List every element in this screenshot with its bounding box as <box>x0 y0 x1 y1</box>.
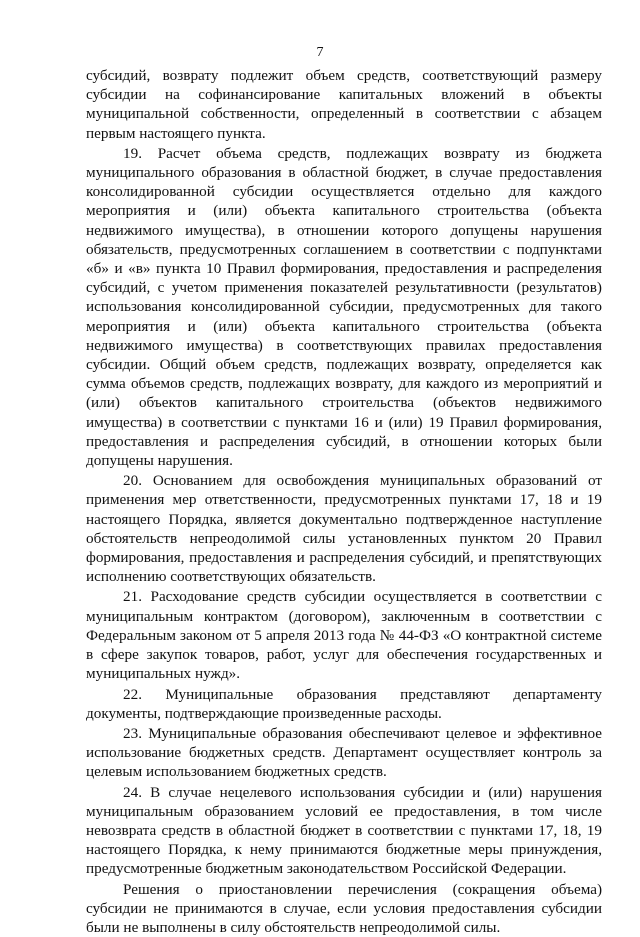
page-number: 7 <box>316 45 324 60</box>
paragraph-item-19: 19. Расчет объема средств, подлежащих возврату из бюджета муниципального образования в областной бюджет, в случае предоставления консолидированной субсидии осуществляется отдельно для каждого мероприятия и (или) объекта капитального строительства (объекта недвижимого имущества), в отношении которого допущены нарушения обязательств, предусмотренных соглашением в соответствии с подпунктами «б» и «в» пункта 10 Правил формирования, предоставления и распределения субсидий, с учетом применения показателей результативности (результатов) использования консолидированной субсидии, предусмотренных для такого мероприятия и (или) объекта капитального строительства (объекта недвижимого имущества) в соответствующих правилах предоставления субсидии. Общий объем средств, подлежащих возврату, определяется как сумма объемов средств, подлежащих возврату, для каждого из мероприятий и (или) объектов капитального строительства (объектов недвижимого имущества) в соответствии с пунктами 16 и (или) 19 Правил формирования, предоставления и распределения субсидий, в отношении которых были допущены нарушения. <box>86 144 602 470</box>
paragraph-item-21: 21. Расходование средств субсидии осуществляется в соответствии с муниципальным контрактом (договором), заключенным в соответствии с Федеральным законом от 5 апреля 2013 года № 44-ФЗ «О контрактной системе в сфере закупок товаров, работ, услуг для обеспечения государственных и муниципальных нужд». <box>86 588 602 683</box>
document-body <box>86 66 602 937</box>
paragraph-item-24: 24. В случае нецелевого использования субсидии и (или) нарушения муниципальным образованием условий ее предоставления, в том числе невозврата средств в областной бюджет в соответствии с пунктами 17, 18, 19 настоящего Порядка, к нему принимаются бюджетные меры принуждения, предусмотренные бюджетным законодательством Российской Федерации. <box>86 783 602 878</box>
paragraph-continuation: субсидий, возврату подлежит объем средств, соответствующий размеру субсидии на софинансирование капитальных вложений в объекты муниципальной собственности, определенный в соответствии с абзацем первым настоящего пункта. <box>86 67 602 142</box>
paragraph-decisions: Решения о приостановлении перечисления (сокращения объема) субсидии не принимаются в случае, если условия предоставления субсидии были не выполнены в силу обстоятельств непреодолимой силы. <box>86 880 602 936</box>
paragraph-item-23: 23. Муниципальные образования обеспечивают целевое и эффективное использование бюджетных средств. Департамент осуществляет контроль за целевым использованием бюджетных средств. <box>86 724 602 781</box>
paragraph-item-22: 22. Муниципальные образования представляют департаменту документы, подтверждающие произведенные расходы. <box>86 685 602 722</box>
paragraph-item-20: 20. Основанием для освобождения муниципальных образований от применения мер ответственности, предусмотренных пунктами 17, 18 и 19 настоящего Порядка, является документально подтвержденное наступление обстоятельств непреодолимой силы установленных пунктом 20 Правил формирования, предоставления и распределения субсидий, и препятствующих исполнению соответствующих обязательств. <box>86 472 602 586</box>
